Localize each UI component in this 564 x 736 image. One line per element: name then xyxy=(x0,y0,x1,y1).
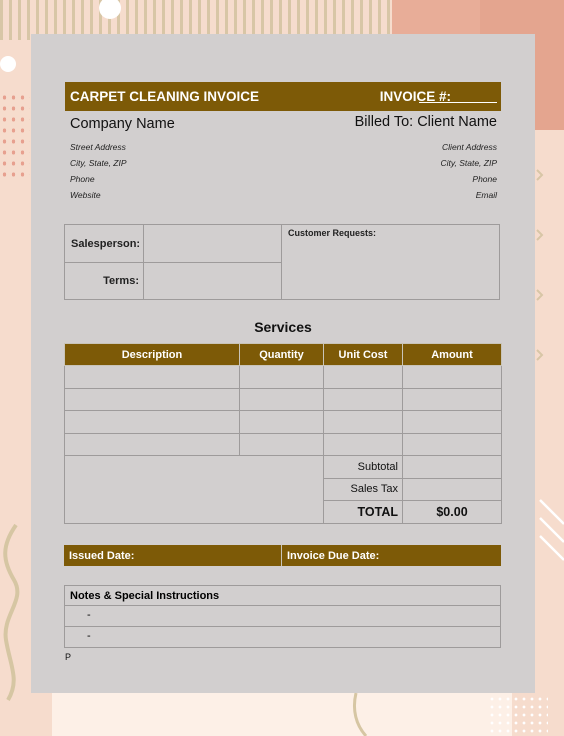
company-name: Company Name xyxy=(70,116,175,132)
billed-to: Billed To: Client Name xyxy=(354,114,497,130)
client-city: City, State, ZIP xyxy=(440,158,497,168)
column-amount: Amount xyxy=(403,344,502,366)
notes-section xyxy=(64,585,501,648)
company-website: Website xyxy=(70,190,101,200)
quantity-cell[interactable] xyxy=(240,411,324,434)
sales-tax-value[interactable] xyxy=(403,478,502,501)
description-cell[interactable] xyxy=(65,411,240,434)
subtotal-value[interactable] xyxy=(403,456,502,479)
amount-cell[interactable] xyxy=(403,366,502,389)
table-row xyxy=(65,411,502,434)
totals-spacer-cell xyxy=(65,456,324,524)
terms-label: Terms: xyxy=(103,275,139,287)
background-chevron xyxy=(537,230,542,240)
description-cell[interactable] xyxy=(65,366,240,389)
table-row xyxy=(65,388,502,411)
quantity-cell[interactable] xyxy=(240,433,324,456)
table-row xyxy=(65,366,502,389)
company-city: City, State, ZIP xyxy=(70,158,127,168)
amount-cell[interactable] xyxy=(403,411,502,434)
background-circle xyxy=(0,56,16,72)
amount-cell[interactable] xyxy=(403,388,502,411)
total-value: $0.00 xyxy=(403,501,502,524)
invoice-header-bar xyxy=(65,82,501,111)
client-street: Client Address xyxy=(442,142,497,152)
services-header-row xyxy=(65,344,502,366)
notes-title: Notes & Special Instructions xyxy=(70,590,220,602)
notes-title-row xyxy=(64,585,501,606)
background-chevron xyxy=(537,350,542,360)
column-unit-cost: Unit Cost xyxy=(324,344,403,366)
table-row xyxy=(65,433,502,456)
invoice-due-date-label: Invoice Due Date: xyxy=(287,550,380,562)
unit-cost-cell[interactable] xyxy=(324,388,403,411)
client-phone: Phone xyxy=(472,174,497,184)
column-quantity: Quantity xyxy=(240,344,324,366)
unit-cost-cell[interactable] xyxy=(324,433,403,456)
salesperson-field[interactable] xyxy=(143,224,282,263)
background-wave xyxy=(5,525,17,700)
amount-cell[interactable] xyxy=(403,433,502,456)
background-chevron xyxy=(537,290,542,300)
salesperson-label: Salesperson: xyxy=(71,238,141,250)
services-table xyxy=(64,343,502,524)
company-street: Street Address xyxy=(70,142,126,152)
invoice-title: CARPET CLEANING INVOICE xyxy=(70,89,260,104)
client-email: Email xyxy=(475,190,497,200)
terms-field[interactable] xyxy=(143,262,282,300)
terms-label-cell xyxy=(64,262,144,300)
column-description: Description xyxy=(65,344,240,366)
background-arc xyxy=(354,693,366,736)
subtotal-label: Subtotal xyxy=(324,456,403,479)
subtotal-row xyxy=(65,456,502,479)
issued-date-label: Issued Date: xyxy=(69,550,135,562)
notes-bullet: - xyxy=(87,630,91,642)
customer-requests-field[interactable] xyxy=(281,224,500,300)
notes-line[interactable] xyxy=(64,627,501,648)
issued-date-field[interactable] xyxy=(64,545,282,566)
footer-text: P xyxy=(65,652,72,662)
invoice-number-label: INVOICE #: xyxy=(379,89,451,104)
unit-cost-cell[interactable] xyxy=(324,411,403,434)
company-phone: Phone xyxy=(70,174,95,184)
invoice-number-field[interactable] xyxy=(419,102,497,103)
invoice-sheet xyxy=(31,34,535,693)
client-address xyxy=(440,139,497,203)
quantity-cell[interactable] xyxy=(240,366,324,389)
description-cell[interactable] xyxy=(65,433,240,456)
background-circle xyxy=(99,0,121,19)
total-label: TOTAL xyxy=(324,501,403,524)
services-title: Services xyxy=(254,319,312,335)
customer-requests-label: Customer Requests: xyxy=(288,228,377,238)
sales-tax-label: Sales Tax xyxy=(324,478,403,501)
invoice-due-date-field[interactable] xyxy=(282,545,501,566)
background-chevron xyxy=(537,170,542,180)
description-cell[interactable] xyxy=(65,388,240,411)
dates-bar xyxy=(64,545,501,566)
unit-cost-cell[interactable] xyxy=(324,366,403,389)
company-address xyxy=(70,139,127,203)
salesperson-label-cell xyxy=(64,224,144,263)
notes-bullet: - xyxy=(87,609,91,621)
quantity-cell[interactable] xyxy=(240,388,324,411)
notes-line[interactable] xyxy=(64,606,501,627)
